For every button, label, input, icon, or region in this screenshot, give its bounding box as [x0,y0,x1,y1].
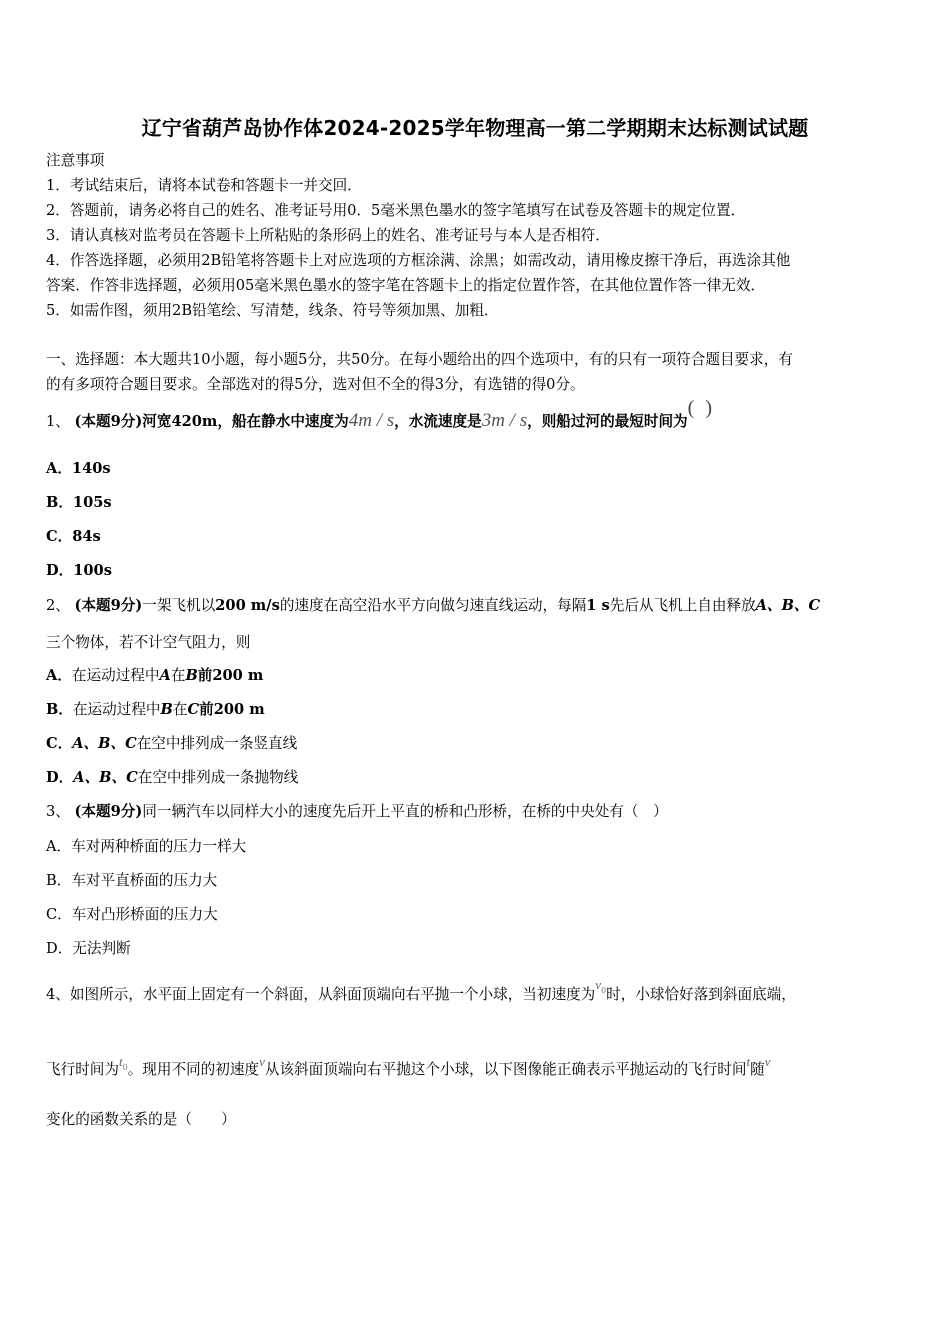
notice-item: 答案．作答非选择题，必须用05毫米黑色墨水的签字笔在答题卡上的指定位置作答，在其他位置作答一律无效． [46,277,766,294]
q3-option-c: C．车对凸形桥面的压力大 [46,906,218,923]
q2-option-label: B． [46,701,73,718]
q2-option-label: A． [46,667,72,684]
q1-text-c: ，则船过河的最短时间为 [527,413,688,430]
q3-number: 3、 [46,803,70,820]
q4-symbol-t0: t [118,1054,123,1069]
q3-option-b: B．车对平直桥面的压力大 [46,872,218,889]
q2-option-var: B [185,667,198,684]
q2-option-text: 在 [172,701,188,718]
q4-symbol-t: t [746,1054,751,1069]
q1-tag: (本题9分) [74,413,143,430]
q2-text-a: 一架飞机以 [142,597,216,614]
q4-text-a: 4、如图所示，水平面上固定有一个斜面，从斜面顶端向右平抛一个小球，当初速度为 [46,986,596,1003]
q2-tag: (本题9分) [74,597,143,614]
q1-option-c: C．84s [46,528,101,545]
notice-item: 5．如需作图，须用2B铅笔绘、写清楚，线条、符号等须加黑、加粗． [46,302,499,319]
q2-option-var: A [159,667,171,684]
q1-option-b: B．105s [46,494,112,511]
q2-option-var: B [160,701,173,718]
q4-subscript-0: 0 [122,1062,128,1072]
q3-option-d: D．无法判断 [46,940,131,957]
q2-option-a [46,666,263,686]
q2-option-var: C [187,701,200,718]
q1-paren-inner [694,407,705,417]
q1-option-a: A．140s [46,460,111,477]
q2-option-c [46,734,297,754]
q2-option-text: 在空中排列成一条竖直线 [136,735,298,752]
q2-option-label: D． [46,769,74,786]
q3-text: 同一辆汽车以同样大小的速度先后开上平直的桥和凸形桥，在桥的中央处有（ ） [142,803,668,820]
q1-math-speed-boat: 4m / s [348,410,395,431]
q2-option-b [46,700,265,720]
question-4 [46,977,796,1011]
q4-text-d: 。现用不同的初速度 [127,1061,260,1078]
q2-option-text: 在空中排列成一条抛物线 [137,769,299,786]
q1-option-d: D．100s [46,562,112,579]
q2-objects: A、B、C [755,597,821,614]
q4-subscript-0: 0 [601,985,607,995]
q2-option-var: A、B、C [72,735,137,752]
q1-math-speed-water: 3m / s [481,410,528,431]
q4-text-e: 从该斜面顶端向右平抛这个小球，以下图像能正确表示平抛运动的飞行时间 [264,1061,747,1078]
q2-number: 2、 [46,597,70,614]
q2-text-b: 的速度在高空沿水平方向做匀速直线运动，每隔 [279,597,587,614]
q2-line-2: 三个物体，若不计空气阻力，则 [46,634,251,651]
question-2 [46,596,820,616]
q2-interval: 1 s [586,597,610,614]
section-instructions: 一、选择题：本大题共10小题，每小题5分，共50分。在每小题给出的四个选项中，有的只有一项符合题目要求，有 [46,351,793,368]
q4-text-f: 随 [750,1061,765,1078]
q2-option-var: A、B、C [73,769,138,786]
q4-symbol-v: v [259,1054,265,1069]
notice-item: 3．请认真核对监考员在答题卡上所粘贴的条形码上的姓名、准考证号与本人是否相符． [46,227,610,244]
q4-text-c: 飞行时间为 [46,1061,119,1078]
question-3 [46,802,668,822]
q4-text-b: 时，小球恰好落到斜面底端， [606,986,796,1003]
page-title: 辽宁省葫芦岛协作体2024-2025学年物理高一第二学期期末达标测试试题 [141,116,809,140]
q2-option-d [46,768,298,788]
q2-option-text: 前200 m [197,667,264,684]
question-1 [46,397,713,434]
q3-tag: (本题9分) [74,803,143,820]
section-instructions-cont: 的有多项符合题目要求。全部选对的得5分，选对但不全的得3分，有选错的得0分。 [46,376,585,393]
q1-text-a: 河宽420m，船在静水中速度为 [142,413,349,430]
q2-text-c: 先后从飞机上自由释放 [609,597,756,614]
notice-heading: 注意事项 [46,152,105,169]
q1-paren-open: ( [687,397,695,419]
q1-text-b: ，水流速度是 [394,413,482,430]
q2-option-text: 前200 m [199,701,265,718]
notice-item: 4．作答选择题，必须用2B铅笔将答题卡上对应选项的方框涂满、涂黑；如需改动，请用橡皮擦干净后，再选涂其他 [46,252,791,269]
q2-option-text: 在运动过程中 [71,667,160,684]
question-4-line-3: 变化的函数关系的是（ ） [46,1111,236,1128]
q1-paren-close: ) [705,397,713,419]
q4-symbol-v: v [764,1054,771,1069]
notice-item: 1．考试结束后，请将本试卷和答题卡一并交回． [46,177,362,194]
q4-symbol-v0: v [595,977,602,992]
q2-option-text: 在运动过程中 [72,701,161,718]
q3-option-a: A．车对两种桥面的压力一样大 [46,838,247,855]
notice-item: 2．答题前，请务必将自己的姓名、准考证号用0．5毫米黑色墨水的签字笔填写在试卷及答题卡的规定位置． [46,202,746,219]
q1-number: 1、 [46,413,70,430]
q2-option-label: C． [46,735,73,752]
q2-speed: 200 m/s [215,597,280,614]
q2-option-text: 在 [170,667,186,684]
question-4-line-2 [46,1054,771,1086]
